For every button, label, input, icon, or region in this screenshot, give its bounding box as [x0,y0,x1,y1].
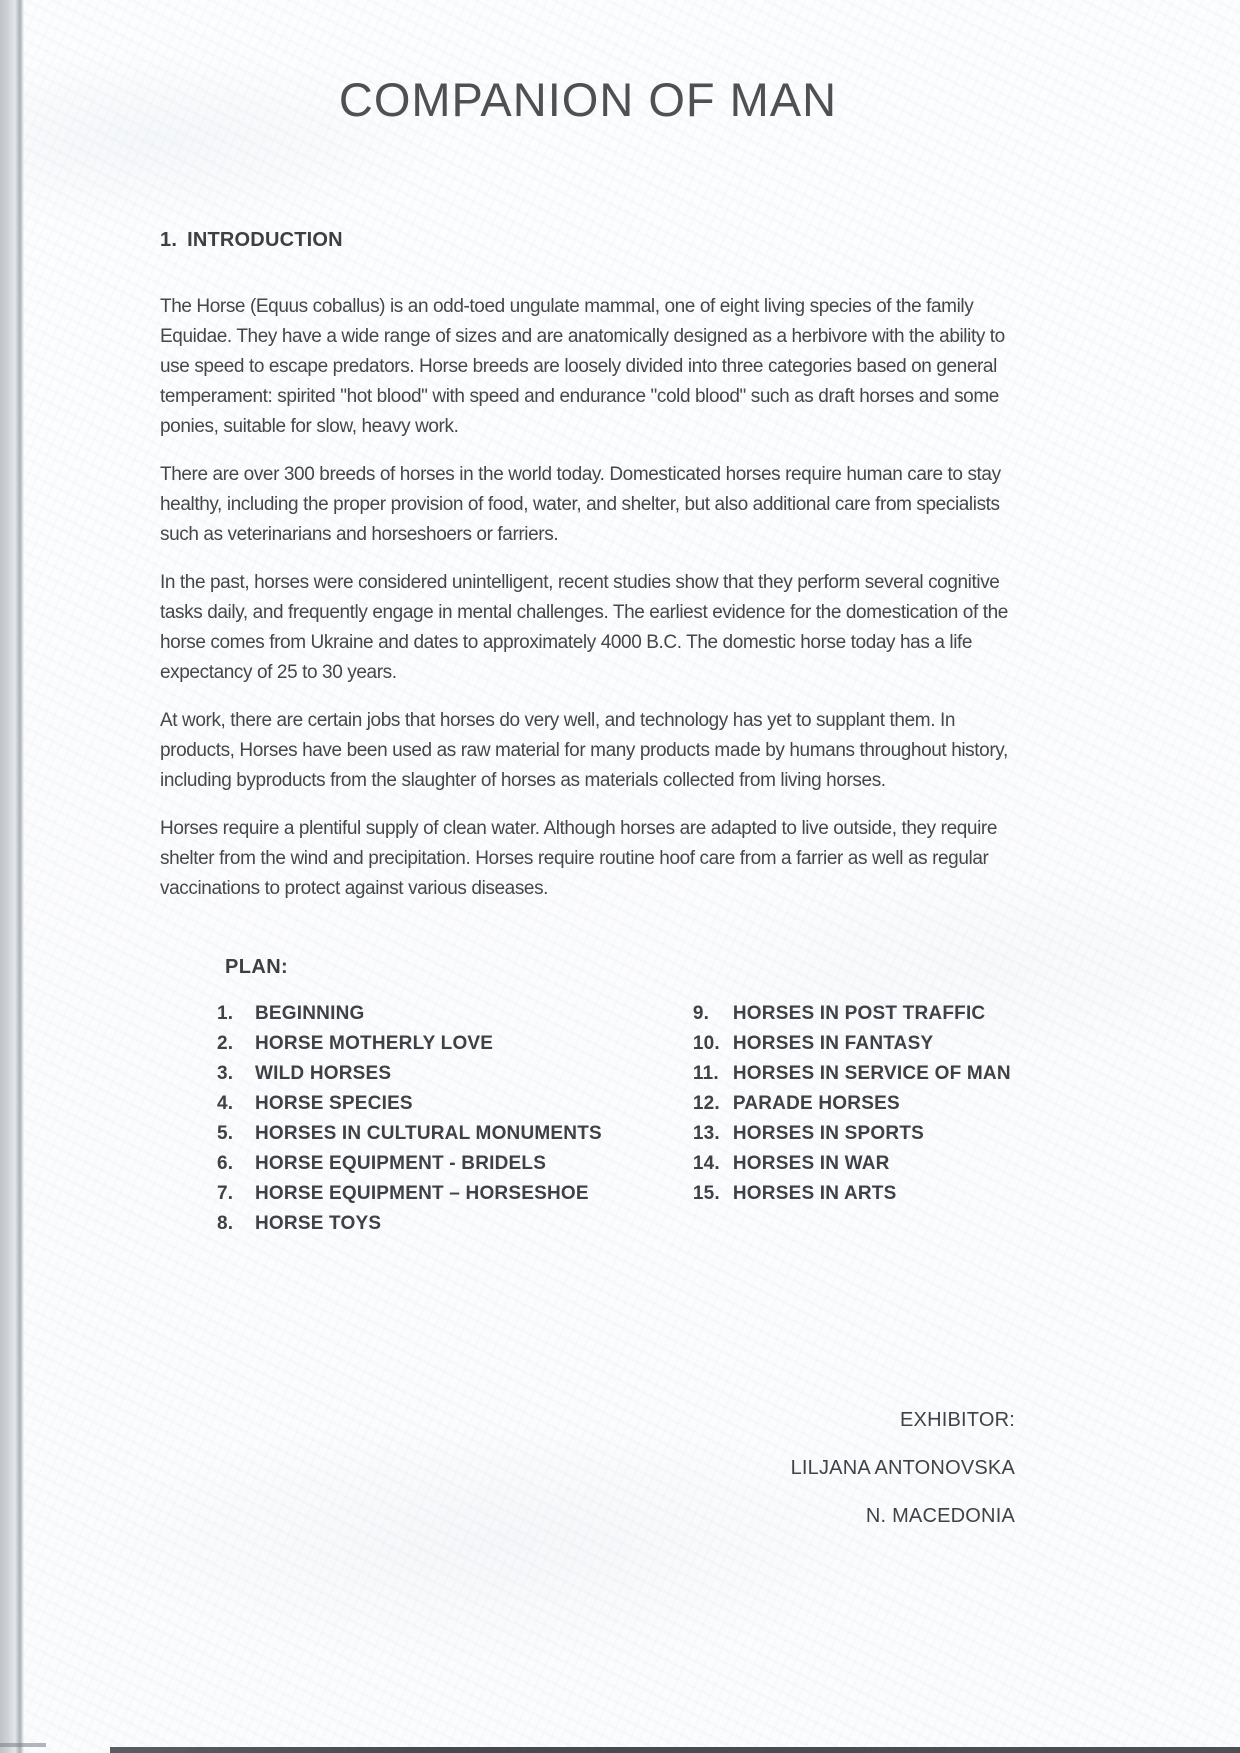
plan-item [693,1119,1016,1149]
plan-item [217,1149,693,1179]
plan-item [217,1119,693,1149]
plan-item-label: HORSES IN WAR [732,1153,890,1174]
plan-item-number: 5. [217,1123,234,1144]
plan-item-label: HORSES IN SPORTS [732,1123,924,1144]
plan-item-number: 6. [217,1153,234,1174]
plan-item-number: 8. [217,1213,234,1234]
section-number: 1. [160,229,178,251]
exhibitor-block [791,1396,1015,1540]
intro-paragraph: The Horse (Equus coballus) is an odd-toed ungulate mammal, one of eight living species of the family Equidae. They have a wide range of sizes and are anatomically designed as a herbivore with the ability to use speed to escape predators. Horse breeds are loosely divided into three categories based on general temperament: spirited "hot blood" with speed and endurance "cold blood" such as draft horses and some ponies, suitable for slow, heavy work. [160,296,1005,437]
plan-item-number: 9. [692,1003,710,1024]
plan-item-number: 7. [217,1183,234,1204]
plan-item-number: 1. [217,1003,234,1024]
plan-item-label: WILD HORSES [255,1063,392,1084]
plan-item [217,1089,693,1119]
document-content [160,0,1016,1239]
section-heading-label: INTRODUCTION [187,229,343,251]
plan-item-label: HORSES IN POST TRAFFIC [732,1003,986,1024]
plan-item-label: HORSE MOTHERLY LOVE [255,1033,494,1054]
intro-paragraph: At work, there are certain jobs that horses do very well, and technology has yet to supplant them. In products, Horses have been used as raw material for many products made by humans throughout history, including byproducts from the slaughter of horses as materials collected from living horses. [160,710,1008,791]
plan-item-number: 15. [692,1183,720,1204]
plan-item-label: HORSES IN CULTURAL MONUMENTS [255,1123,602,1144]
plan-item-label: HORSE TOYS [255,1213,382,1234]
plan-item [693,1029,1016,1059]
plan-item [217,1209,693,1239]
plan-column-right [693,999,1016,1239]
plan-item [693,1149,1016,1179]
plan-item-number: 10. [692,1033,720,1054]
scan-mark-bottom-left [0,1743,46,1747]
exhibitor-name: LILJANA ANTONOVSKA [790,1457,1015,1479]
plan-item-label: BEGINNING [255,1003,365,1024]
exhibitor-label: EXHIBITOR: [900,1409,1015,1431]
plan-item-number: 3. [217,1063,234,1084]
scan-edge-bottom [110,1747,1240,1753]
plan-item-label: PARADE HORSES [732,1093,900,1114]
plan-item [693,1089,1016,1119]
plan-heading: PLAN: [225,956,289,978]
intro-paragraph: There are over 300 breeds of horses in the world today. Domesticated horses require human care to stay healthy, including the proper provision of food, water, and shelter, but also additional care from specialists such as veterinarians and horseshoers or farriers. [160,464,1001,545]
plan-item-label: HORSE SPECIES [255,1093,413,1114]
plan-item-label: HORSE EQUIPMENT - BRIDELS [255,1153,547,1174]
exhibitor-country: N. MACEDONIA [865,1505,1015,1527]
plan-item-number: 4. [217,1093,234,1114]
plan-column-left [217,999,693,1239]
plan-item [217,1059,693,1089]
plan-item-label: HORSES IN ARTS [732,1183,897,1204]
plan-item [217,999,693,1029]
plan-list [160,999,1016,1239]
plan-item-label: HORSES IN SERVICE OF MAN [732,1063,1011,1084]
intro-paragraph: Horses require a plentiful supply of clean water. Although horses are adapted to live outside, they require shelter from the wind and precipitation. Horses require routine hoof care from a farrier as well as regular vaccinations to protect against various diseases. [160,818,998,899]
plan-item-label: HORSES IN FANTASY [732,1033,934,1054]
page-title: COMPANION OF MAN [338,73,838,126]
plan-item-number: 2. [217,1033,234,1054]
plan-item [217,1179,693,1209]
scan-edge-left [0,0,24,1753]
intro-body [160,292,1016,904]
plan-item-number: 13. [692,1123,720,1144]
plan-item [693,999,1016,1029]
plan-item [217,1029,693,1059]
plan-item-label: HORSE EQUIPMENT – HORSESHOE [255,1183,589,1204]
section-heading [160,229,1016,252]
plan-item [693,1059,1016,1089]
plan-item-number: 12. [692,1093,720,1114]
plan-item-number: 11. [692,1063,719,1084]
intro-paragraph: In the past, horses were considered unintelligent, recent studies show that they perform several cognitive tasks daily, and frequently engage in mental challenges. The earliest evidence for the domestication of the horse comes from Ukraine and dates to approximately 4000 B.C. The domestic horse today has a life expectancy of 25 to 30 years. [160,572,1008,683]
plan-item-number: 14. [692,1153,720,1174]
plan-item [693,1179,1016,1209]
